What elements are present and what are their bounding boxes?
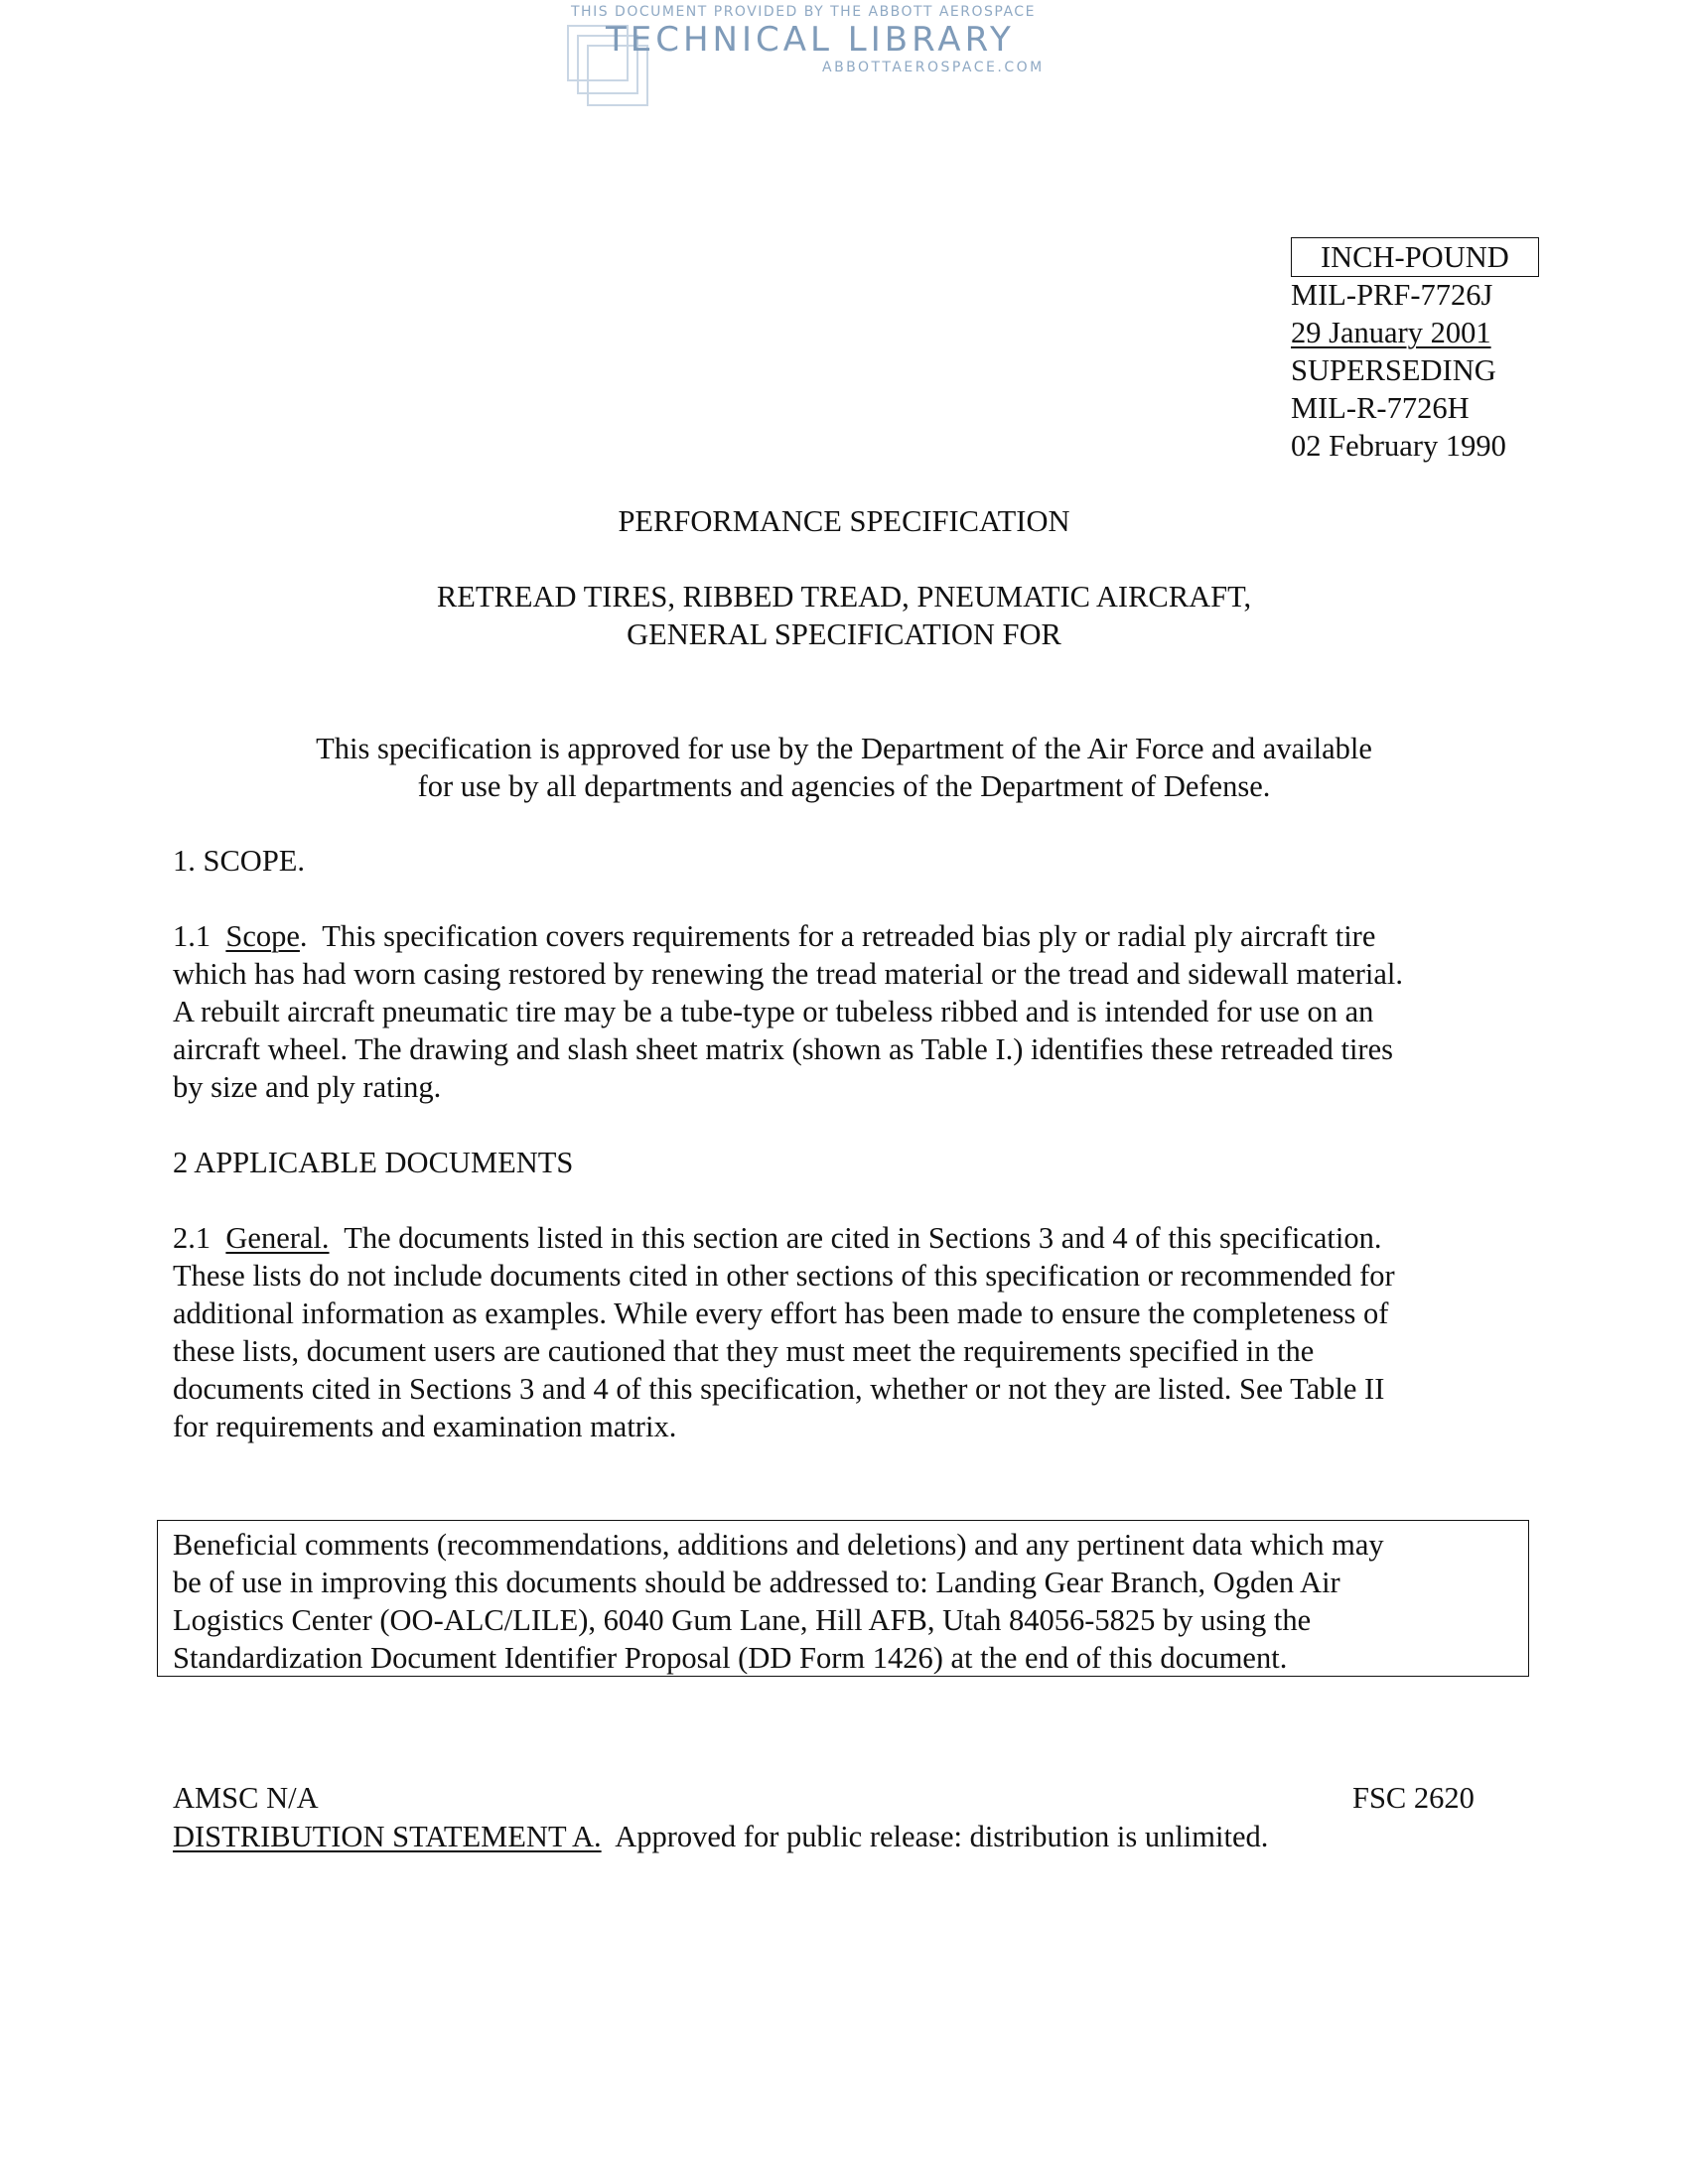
scope-title: Scope [225, 919, 300, 953]
paragraph-line: these lists, document users are cautioned that they must meet the requirements specified in the [173, 1334, 1315, 1368]
paragraph-line: A rebuilt aircraft pneumatic tire may be a tube-type or tubeless ribbed and is intended for use on an [173, 995, 1374, 1028]
comments-box [157, 1520, 1529, 1677]
general-title: General. [225, 1221, 330, 1255]
title-line-1: RETREAD TIRES, RIBBED TREAD, PNEUMATIC AIRCRAFT, [436, 580, 1252, 614]
section-2-heading: 2 APPLICABLE DOCUMENTS [173, 1146, 574, 1179]
paragraph-line: The documents listed in this section are cited in Sections 3 and 4 of this specification. [329, 1221, 1382, 1255]
doc-number: MIL-PRF-7726J [1291, 278, 1493, 312]
unit-system: INCH-POUND [1321, 240, 1509, 274]
superseding-label: SUPERSEDING [1291, 353, 1496, 387]
watermark-line1: THIS DOCUMENT PROVIDED BY THE ABBOTT AEROSPACE [571, 4, 1036, 20]
comments-line: Beneficial comments (recommendations, additions and deletions) and any pertinent data which may [173, 1528, 1384, 1562]
paragraph-line: which has had worn casing restored by renewing the tread material or the tread and sidewall material. [173, 957, 1404, 991]
scope-paragraph [173, 917, 1523, 1106]
comments-line: Standardization Document Identifier Proposal (DD Form 1426) at the end of this document. [173, 1641, 1288, 1675]
distribution-statement [173, 1818, 1268, 1855]
approval-line-2: for use by all departments and agencies of the Department of Defense. [417, 769, 1271, 803]
scope-number: 1.1 [173, 919, 226, 953]
doc-date: 29 January 2001 [1291, 316, 1491, 349]
title-line-2: GENERAL SPECIFICATION FOR [627, 617, 1061, 651]
approval-line-1: This specification is approved for use by the Department of the Air Force and available [316, 732, 1372, 765]
distribution-text: Approved for public release: distribution is unlimited. [601, 1820, 1269, 1853]
fsc: FSC 2620 [1352, 1781, 1475, 1815]
watermark-line2: TECHNICAL LIBRARY [606, 20, 1015, 60]
paragraph-line: by size and ply rating. [173, 1070, 442, 1104]
comments-line: Logistics Center (OO-ALC/LILE), 6040 Gum Lane, Hill AFB, Utah 84056-5825 by using the [173, 1603, 1312, 1637]
doc-type: PERFORMANCE SPECIFICATION [618, 504, 1070, 538]
superseded-number: MIL-R-7726H [1291, 391, 1470, 425]
watermark-line3: ABBOTTAEROSPACE.COM [822, 60, 1045, 75]
paragraph-line: . This specification covers requirements for a retreaded bias ply or radial ply aircraft tire [299, 919, 1376, 953]
paragraph-line: documents cited in Sections 3 and 4 of this specification, whether or not they are listed. See Table II [173, 1372, 1385, 1406]
amsc: AMSC N/A [173, 1781, 319, 1815]
superseded-date: 02 February 1990 [1291, 429, 1506, 463]
paragraph-line: aircraft wheel. The drawing and slash sheet matrix (shown as Table I.) identifies these retreaded tires [173, 1032, 1393, 1066]
general-number: 2.1 [173, 1221, 226, 1255]
paragraph-line: These lists do not include documents cited in other sections of this specification or recommended for [173, 1259, 1395, 1293]
comments-line: be of use in improving this documents should be addressed to: Landing Gear Branch, Ogden Air [173, 1566, 1340, 1599]
distribution-label: DISTRIBUTION STATEMENT A. [173, 1820, 602, 1853]
general-paragraph [173, 1219, 1523, 1445]
section-1-heading: 1. SCOPE. [173, 844, 306, 878]
paragraph-line: additional information as examples. While every effort has been made to ensure the completeness of [173, 1297, 1389, 1330]
watermark-logo [566, 4, 1082, 108]
paragraph-line: for requirements and examination matrix. [173, 1410, 677, 1443]
